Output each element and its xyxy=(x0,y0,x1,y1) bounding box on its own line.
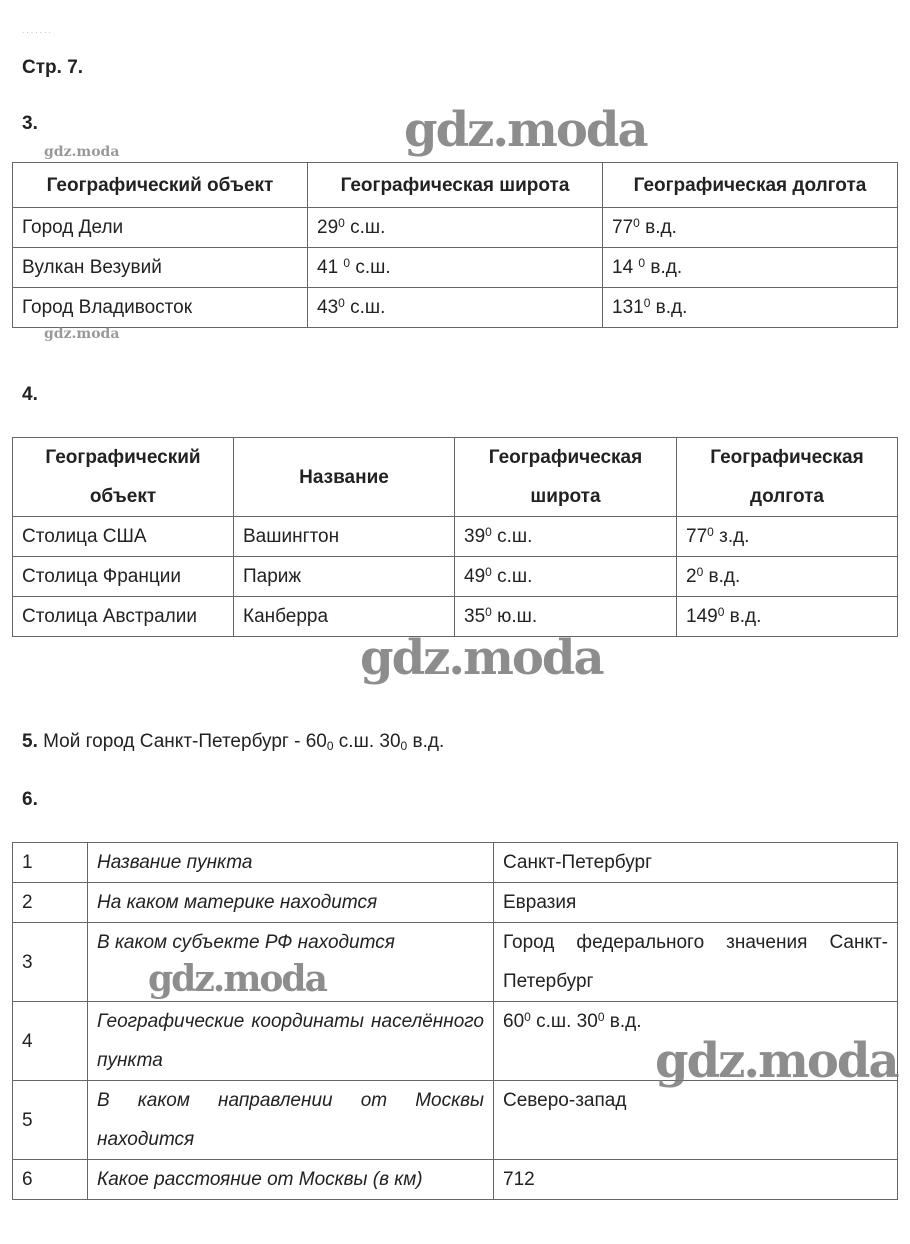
table-header-row xyxy=(13,438,898,517)
table-cell: $43^0$ с.ш. xyxy=(308,288,603,328)
task5-text: 5. Мой город Санкт-Петербург - $60^0$ с.ш. $30^0$ в.д. xyxy=(22,731,445,753)
table-cell: Санкт-Петербург xyxy=(494,843,898,883)
table-row xyxy=(13,1081,898,1160)
table-row xyxy=(13,883,898,923)
column-header: Географическая широта xyxy=(308,163,603,208)
watermark: gdz.moda xyxy=(404,102,647,158)
table-cell: Город Владивосток xyxy=(13,288,308,328)
task6-table xyxy=(12,842,898,1200)
table-cell: На каком материке находится xyxy=(88,883,494,923)
table-cell: $49^0$ с.ш. xyxy=(455,557,677,597)
table-row xyxy=(13,597,898,637)
table-cell: 1 xyxy=(13,843,88,883)
table-cell: $77^0$ з.д. xyxy=(677,517,898,557)
task3-table xyxy=(12,162,898,328)
table-row xyxy=(13,923,898,1002)
column-header: Географическая долгота xyxy=(603,163,898,208)
table-cell: Вулкан Везувий xyxy=(13,248,308,288)
watermark: gdz.moda xyxy=(44,144,120,160)
task6-label: 6. xyxy=(22,789,38,810)
table-cell: 712 xyxy=(494,1160,898,1200)
table-header-row xyxy=(13,163,898,208)
table-cell: Столица Франции xyxy=(13,557,234,597)
table-cell: 41 $^0$ с.ш. xyxy=(308,248,603,288)
table-row xyxy=(13,1160,898,1200)
task4-table xyxy=(12,437,898,637)
task3-label: 3. xyxy=(22,113,38,134)
column-header: Название xyxy=(234,438,455,517)
watermark: gdz.moda xyxy=(148,958,326,1000)
watermark: gdz.moda xyxy=(655,1033,898,1089)
table-cell: 4 xyxy=(13,1002,88,1081)
table-cell: $35^0$ ю.ш. xyxy=(455,597,677,637)
table-cell: В каком субъекте РФ находится xyxy=(88,923,494,1002)
column-header: Географическая долгота xyxy=(677,438,898,517)
table-cell: Столица Австралии xyxy=(13,597,234,637)
table-cell: Париж xyxy=(234,557,455,597)
task5-label: 5. xyxy=(22,731,38,752)
table-cell: Канберра xyxy=(234,597,455,637)
watermark: gdz.moda xyxy=(44,326,120,342)
table-cell: В каком направлении от Москвы находится xyxy=(88,1081,494,1160)
table-cell: $39^0$ с.ш. xyxy=(455,517,677,557)
table-cell: Северо-запад xyxy=(494,1081,898,1160)
table-row xyxy=(13,1002,898,1081)
table-cell: 3 xyxy=(13,923,88,1002)
table-cell: Столица США xyxy=(13,517,234,557)
table-cell: 5 xyxy=(13,1081,88,1160)
table-cell: $149^0$ в.д. xyxy=(677,597,898,637)
task4-label: 4. xyxy=(22,384,38,405)
table-row xyxy=(13,843,898,883)
table-cell: Евразия xyxy=(494,883,898,923)
table-cell: Географические координаты населённого пункта xyxy=(88,1002,494,1081)
table-row xyxy=(13,557,898,597)
table-cell: Название пункта xyxy=(88,843,494,883)
table-cell: $131^0$ в.д. xyxy=(603,288,898,328)
page-label: Стр. 7. xyxy=(22,57,84,78)
table-row xyxy=(13,288,898,328)
column-header: Географическая широта xyxy=(455,438,677,517)
table-cell: Город Дели xyxy=(13,208,308,248)
table-cell: 2 xyxy=(13,883,88,923)
column-header: Географический объект xyxy=(13,438,234,517)
table-row xyxy=(13,248,898,288)
table-cell: Вашингтон xyxy=(234,517,455,557)
cropped-text-fragment: . . . . . . . xyxy=(22,26,51,35)
table-cell: $2^0$ в.д. xyxy=(677,557,898,597)
table-row xyxy=(13,208,898,248)
watermark: gdz.moda xyxy=(360,630,603,686)
table-cell: Город федерального значения Санкт-Петербург xyxy=(494,923,898,1002)
table-cell: $60^0$ с.ш. $30^0$ в.д. xyxy=(494,1002,898,1081)
table-row xyxy=(13,517,898,557)
table-cell: $77^0$ в.д. xyxy=(603,208,898,248)
column-header: Географический объект xyxy=(13,163,308,208)
table-cell: 14 $^0$ в.д. xyxy=(603,248,898,288)
table-cell: Какое расстояние от Москвы (в км) xyxy=(88,1160,494,1200)
table-cell: $29^0$ с.ш. xyxy=(308,208,603,248)
table-cell: 6 xyxy=(13,1160,88,1200)
